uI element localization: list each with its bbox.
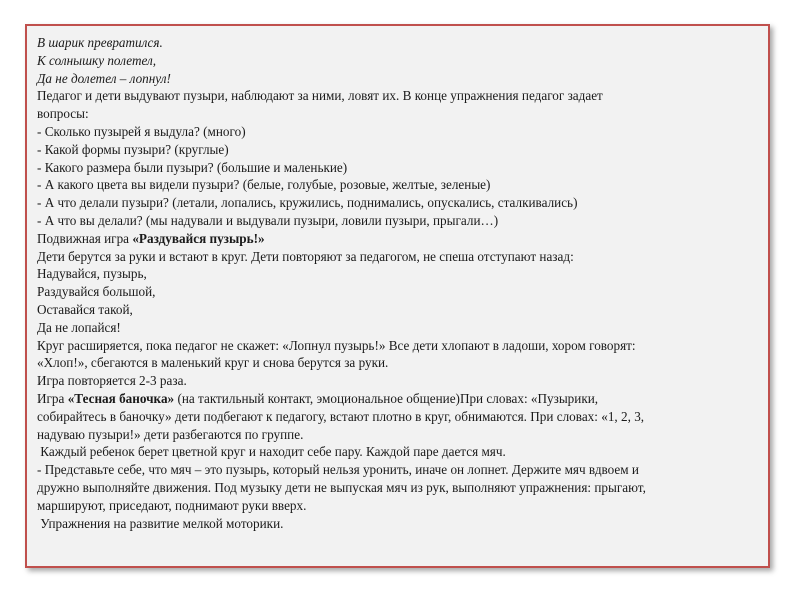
question-line: - Сколько пузырей я выдула? (много)	[37, 123, 246, 139]
poem-line: Надувайся, пузырь,	[37, 266, 147, 282]
text-frame	[25, 24, 770, 568]
rules-line: надуваю пузыри!» дети разбегаются по группе.	[37, 426, 304, 442]
ball-line: Каждый ребенок берет цветной круг и находит себе пару. Каждой паре дается мяч.	[37, 444, 506, 460]
intro-line: вопросы:	[37, 106, 89, 122]
question-line: - А что вы делали? (мы надували и выдували пузыри, ловили пузыри, прыгали…)	[37, 212, 499, 228]
ball-line: дружно выполняйте движения. Под музыку дети не выпуская мяч из рук, выполняют упражнения: прыгают,	[37, 479, 646, 495]
ball-line: - Представьте себе, что мяч – это пузырь, который нельзя уронить, иначе он лопнет. Держите мяч вдвоем и	[37, 462, 639, 478]
question-line: - Какой формы пузыри? (круглые)	[37, 141, 229, 157]
rules-line: собирайтесь в баночку» дети подбегают к педагогу, встают плотно в круг, обнимаются. При словах: «1, 2, 3,	[37, 408, 645, 424]
poem-line: Раздувайся большой,	[37, 284, 156, 300]
poem-line: Оставайся такой,	[37, 301, 133, 317]
game-heading-rest: (на тактильный контакт, эмоциональное общение)При словах: «Пузырики,	[174, 390, 599, 406]
rules-line: Круг расширяется, пока педагог не скажет: «Лопнул пузырь!» Все дети хлопают в ладоши, хором говорят:	[37, 337, 636, 353]
question-line: - Какого размера были пузыри? (большие и маленькие)	[37, 159, 348, 175]
intro-line: Педагог и дети выдувают пузыри, наблюдают за ними, ловят их. В конце упражнения педагог задает	[37, 88, 603, 104]
poem-line: Да не лопайся!	[37, 319, 121, 335]
ball-line: маршируют, приседают, поднимают руки вверх.	[37, 497, 307, 513]
game-title: «Тесная баночка»	[67, 390, 175, 406]
closing-line: Упражнения на развитие мелкой моторики.	[37, 515, 284, 531]
game-heading-prefix: Подвижная игра	[37, 230, 133, 246]
poem-line: К солнышку полетел,	[37, 52, 157, 68]
game-heading-prefix: Игра	[37, 390, 68, 406]
rules-line: «Хлоп!», сбегаются в маленький круг и снова берутся за руки.	[37, 355, 389, 371]
poem-line: Да не долетел – лопнул!	[37, 70, 171, 86]
question-line: - А что делали пузыри? (летали, лопались, кружились, поднимались, опускались, сталкивались)	[37, 195, 578, 211]
game-title: «Раздувайся пузырь!»	[132, 230, 265, 246]
game-heading	[37, 230, 760, 248]
poem-line: В шарик превратился.	[37, 35, 163, 50]
question-line: - А какого цвета вы видели пузыри? (белые, голубые, розовые, желтые, зеленые)	[37, 177, 491, 193]
game-description: Дети берутся за руки и встают в круг. Дети повторяют за педагогом, не спеша отступают назад:	[37, 248, 574, 264]
rules-line: Игра повторяется 2-3 раза.	[37, 373, 187, 389]
game-heading	[37, 390, 760, 408]
